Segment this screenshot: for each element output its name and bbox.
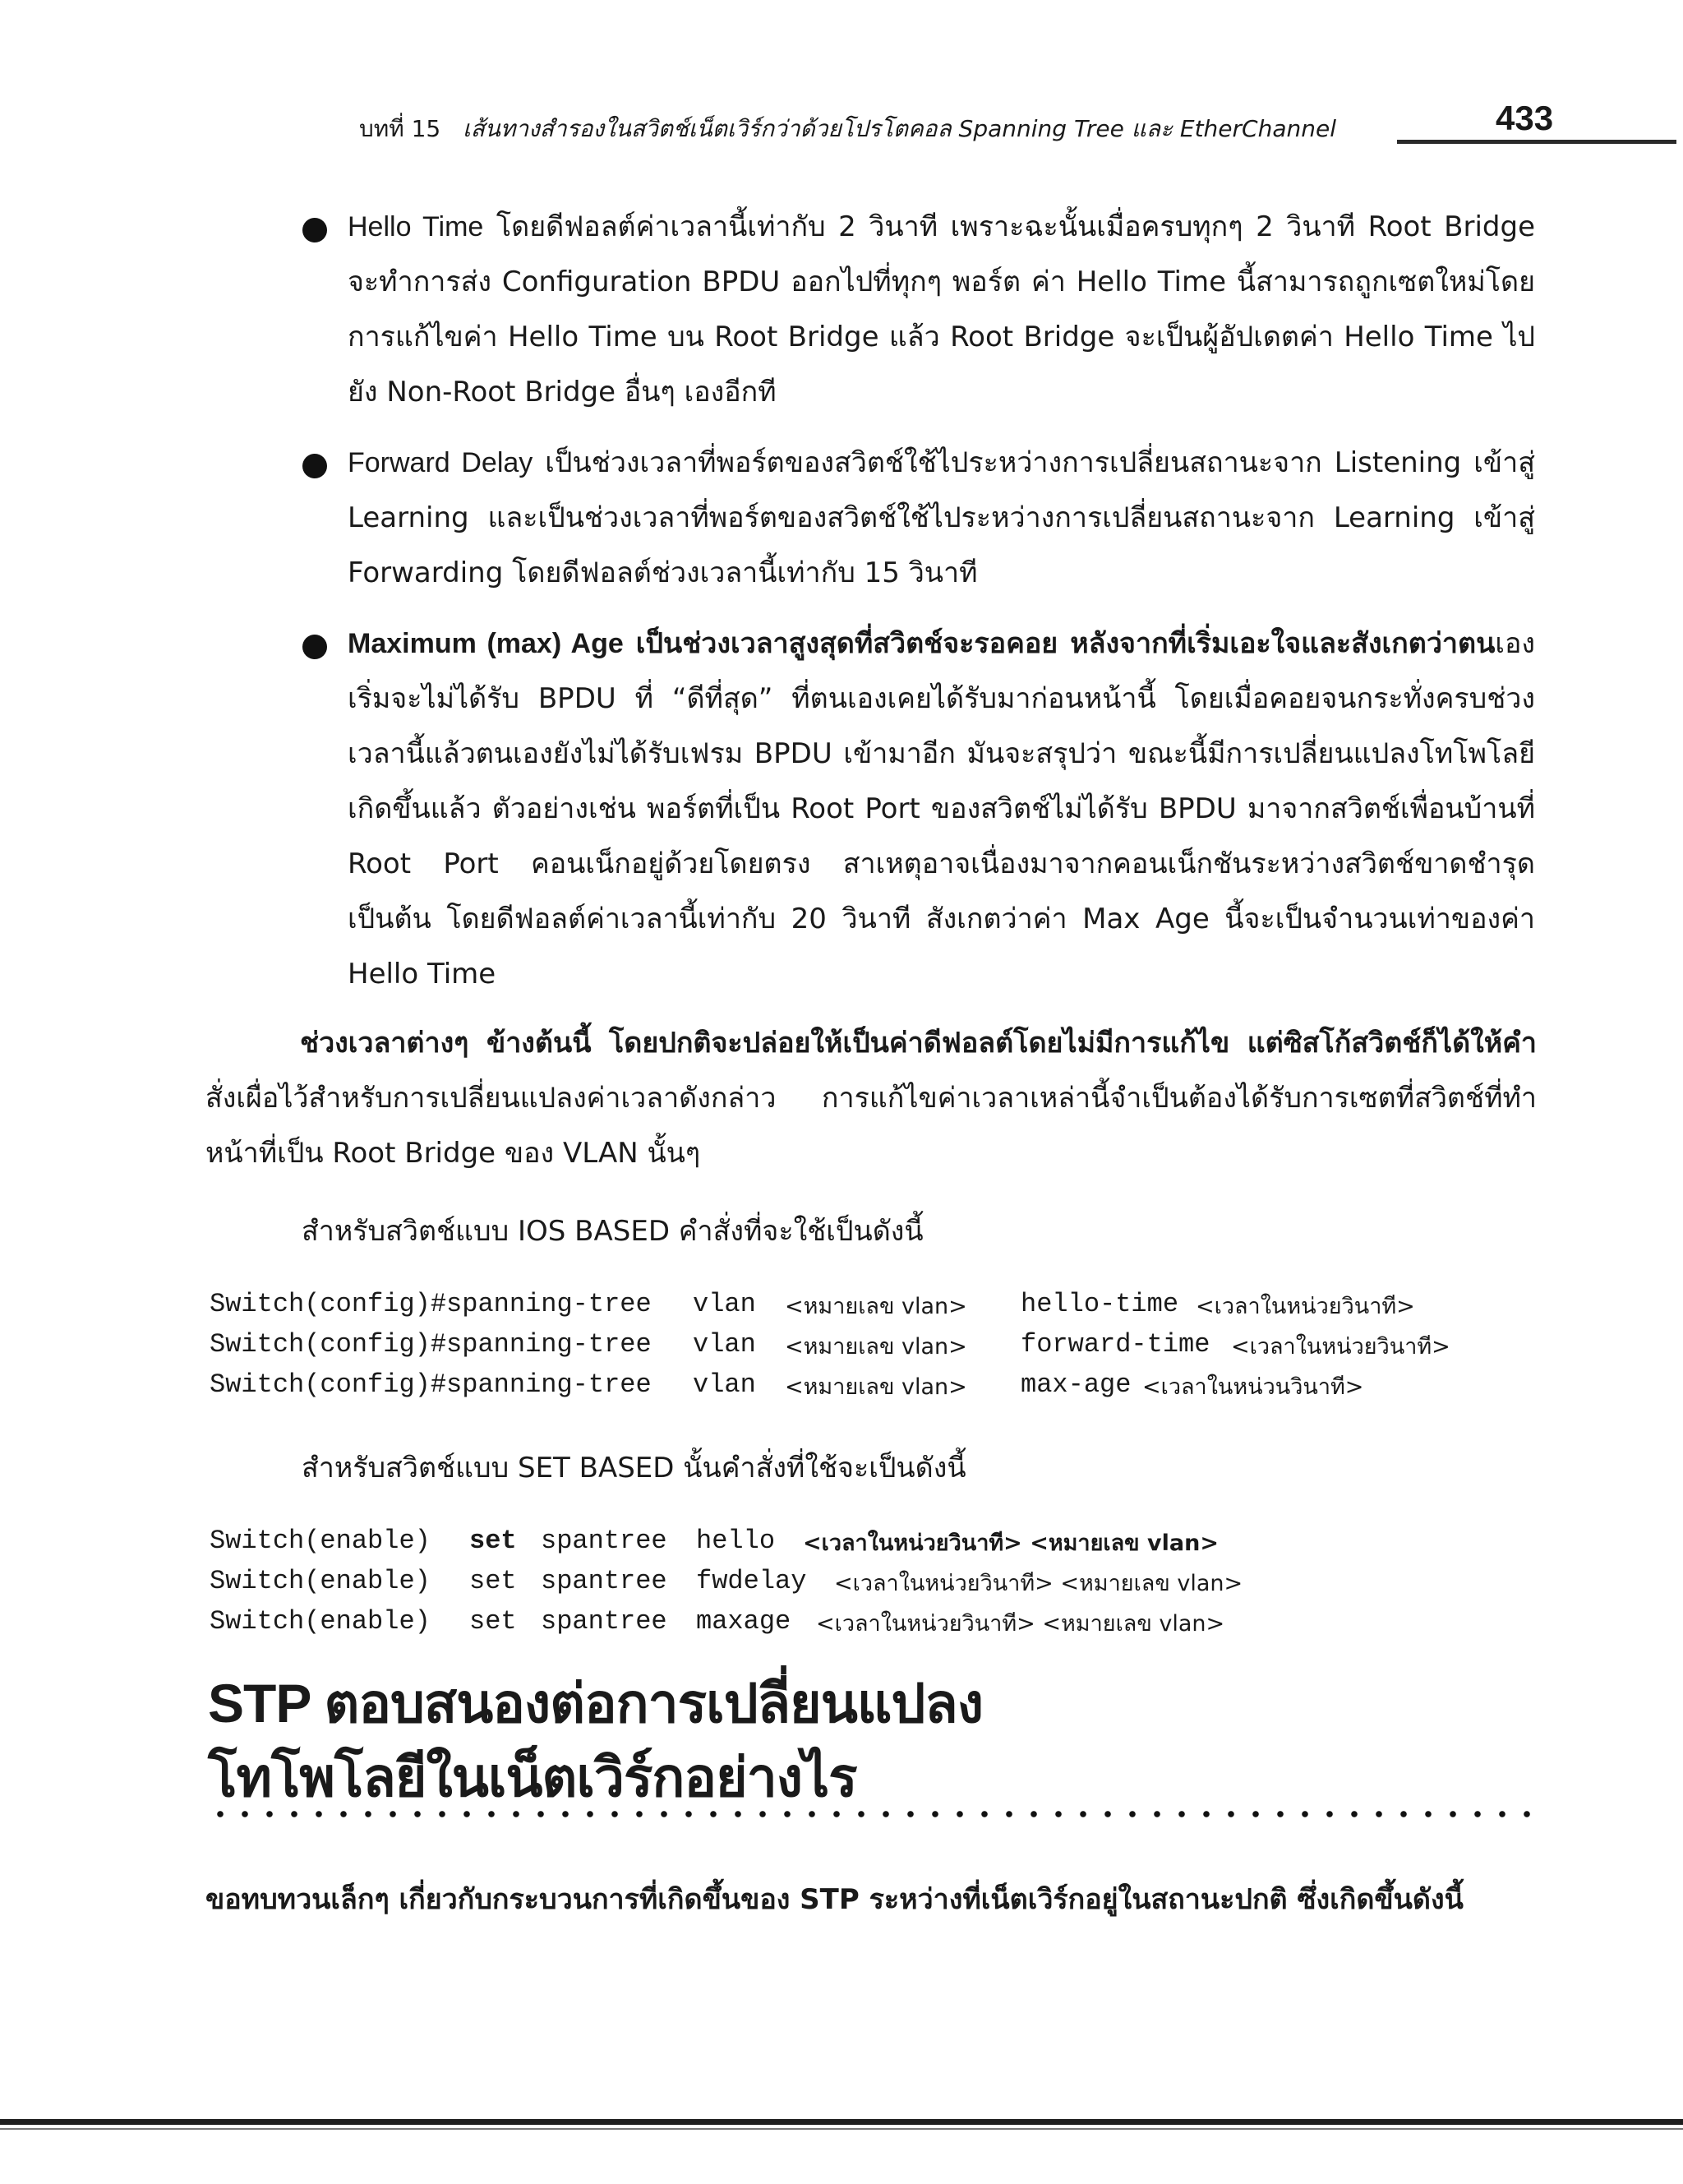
command-arg: <หมายเลข vlan> bbox=[785, 1334, 967, 1360]
command-param: hello-time bbox=[1021, 1289, 1179, 1319]
paragraph-rest: สั่งเผื่อไว้สำหรับการเปลี่ยนแปลงค่าเวลาดังกล่าว การแก้ไขค่าเวลาเหล่านี้จำเป็นต้องได้รับการเซตที่สวิตช์ที่ทำหน้าที่เป็น Root Bridge ของ VLAN นั้นๆ bbox=[205, 1082, 1537, 1170]
paragraph-bold: ช่วงเวลาต่างๆ ข้างต้นนี้ โดยปกติจะปล่อยให้เป็นค่าดีฟอลต์โดยไม่มีการแก้ไข แต่ซิสโก้สวิตช์ก็ได้ให้คำ bbox=[300, 1027, 1537, 1060]
command-prefix: Switch(enable) bbox=[210, 1566, 431, 1596]
bullet-text bbox=[348, 616, 1535, 1002]
command-value: <เวลาในหน่วยวินาที> <หมายเลข vlan> bbox=[803, 1531, 1219, 1556]
command-line bbox=[210, 1284, 1565, 1324]
command-keyword: vlan bbox=[693, 1369, 756, 1400]
set-command-block bbox=[210, 1521, 1565, 1641]
set-lead: สำหรับสวิตช์แบบ SET BASED นั้นคำสั่งที่ใช้จะเป็นดังนี้ bbox=[302, 1452, 966, 1484]
command-param: max-age bbox=[1021, 1369, 1132, 1400]
footer-rule bbox=[0, 2119, 1683, 2125]
command-value: <เวลาในหน่วนวินาที> bbox=[1142, 1374, 1364, 1400]
body-paragraph bbox=[205, 1016, 1537, 1181]
command-keyword: vlan bbox=[693, 1329, 756, 1360]
bullet-icon bbox=[302, 635, 327, 659]
command-set: set bbox=[469, 1566, 517, 1596]
command-prefix: Switch(config)#spanning-tree bbox=[210, 1329, 652, 1360]
command-param: forward-time bbox=[1021, 1329, 1210, 1360]
command-value: <เวลาในหน่วยวินาที> <หมายเลข vlan> bbox=[834, 1571, 1243, 1596]
command-line bbox=[210, 1521, 1565, 1561]
command-prefix: Switch(config)#spanning-tree bbox=[210, 1289, 652, 1319]
command-line bbox=[210, 1324, 1565, 1364]
command-arg: <หมายเลข vlan> bbox=[785, 1374, 967, 1400]
section-heading-line-2: โทโพโลยีในเน็ตเวิร์กอย่างไร bbox=[208, 1747, 857, 1808]
bullet-icon bbox=[302, 454, 327, 478]
command-line bbox=[210, 1561, 1565, 1601]
bullet-term: Maximum (max) Age bbox=[348, 628, 624, 659]
command-set: set bbox=[469, 1526, 517, 1556]
section-dotted-rule bbox=[208, 1810, 1539, 1818]
bullet-term: Forward Delay bbox=[348, 447, 533, 478]
command-value: <เวลาในหน่วยวินาที> bbox=[1231, 1334, 1450, 1360]
bullet-body: เองเริ่มจะไม่ได้รับ BPDU ที่ “ดีที่สุด” ที่ตนเองเคยได้รับมาก่อนหน้านี้ โดยเมื่อคอยจนกระทั่งครบช่วงเวลานี้แล้วตนเองยังไม่ได้รับเฟรม BPDU เข้ามาอีก มันจะสรุปว่า ขณะนี้มีการเปลี่ยนแปลงโทโพโลยีเกิดขึ้นแล้ว ตัวอย่างเช่น พอร์ตที่เป็น Root Port ของสวิตช์ไม่ได้รับ BPDU มาจากสวิตช์เพื่อนบ้านที่ Root Port คอนเน็กอยู่ด้วยโดยตรง สาเหตุอาจเนื่องมาจากคอนเน็กชันระหว่างสวิตช์ขาดชำรุดเป็นต้น โดยดีฟอลต์ค่าเวลานี้เท่ากับ 20 วินาที สังเกตว่าค่า Max Age นี้จะเป็นจำนวนเท่าของค่า Hello Time bbox=[348, 627, 1535, 990]
command-spantree: spantree bbox=[541, 1526, 667, 1556]
bullet-text bbox=[348, 200, 1535, 420]
command-prefix: Switch(config)#spanning-tree bbox=[210, 1369, 652, 1400]
page-number: 433 bbox=[1496, 99, 1554, 137]
command-prefix: Switch(enable) bbox=[210, 1606, 431, 1637]
ios-lead: สำหรับสวิตช์แบบ IOS BASED คำสั่งที่จะใช้เป็นดังนี้ bbox=[302, 1215, 924, 1248]
command-keyword: vlan bbox=[693, 1289, 756, 1319]
command-spantree: spantree bbox=[541, 1566, 667, 1596]
bullet-term: Hello Time bbox=[348, 211, 484, 242]
command-value: <เวลาในหน่วยวินาที> <หมายเลข vlan> bbox=[816, 1611, 1225, 1637]
header-rule bbox=[1397, 140, 1676, 144]
bullet-body: เป็นช่วงเวลาที่พอร์ตของสวิตช์ใช้ไประหว่างการเปลี่ยนสถานะจาก Listening เข้าสู่ Learning และเป็นช่วงเวลาที่พอร์ตของสวิตช์ใช้ไประหว่างการเปลี่ยนสถานะจาก Learning เข้าสู่ Forwarding โดยดีฟอลต์ช่วงเวลานี้เท่ากับ 15 วินาที bbox=[348, 446, 1535, 589]
command-param: maxage bbox=[696, 1606, 791, 1637]
command-value: <เวลาในหน่วยวินาที> bbox=[1196, 1294, 1415, 1319]
closing-paragraph: ขอทบทวนเล็กๆ เกี่ยวกับกระบวนการที่เกิดขึ้นของ STP ระหว่างที่เน็ตเวิร์กอยู่ในสถานะปกติ ซึ่งเกิดขึ้นดังนี้ bbox=[205, 1883, 1464, 1916]
chapter-subtitle: เส้นทางสำรองในสวิตช์เน็ตเวิร์กว่าด้วยโปรโตคอล Spanning Tree และ EtherChannel bbox=[463, 115, 1336, 142]
bullet-body-bold: เป็นช่วงเวลาสูงสุดที่สวิตช์จะรอคอย หลังจากที่เริ่มเอะใจและสังเกตว่าตน bbox=[623, 627, 1496, 660]
bullet-text bbox=[348, 436, 1535, 601]
command-param: hello bbox=[696, 1526, 776, 1556]
footer-rule-thin bbox=[0, 2128, 1683, 2130]
bullet-body: โดยดีฟอลต์ค่าเวลานี้เท่ากับ 2 วินาที เพราะฉะนั้นเมื่อครบทุกๆ 2 วินาที Root Bridge จะทำการส่ง Configuration BPDU ออกไปที่ทุกๆ พอร์ต ค่า Hello Time นี้สามารถถูกเซตใหม่โดยการแก้ไขค่า Hello Time บน Root Bridge แล้ว Root Bridge จะเป็นผู้อัปเดตค่า Hello Time ไปยัง Non-Root Bridge อื่นๆ เองอีกที bbox=[348, 210, 1535, 409]
command-param: fwdelay bbox=[696, 1566, 807, 1596]
command-set: set bbox=[469, 1606, 517, 1637]
command-line bbox=[210, 1601, 1565, 1641]
command-spantree: spantree bbox=[541, 1606, 667, 1637]
command-arg: <หมายเลข vlan> bbox=[785, 1294, 967, 1319]
chapter-label: บทที่ 15 bbox=[359, 115, 441, 142]
command-prefix: Switch(enable) bbox=[210, 1526, 431, 1556]
running-header bbox=[359, 111, 1370, 147]
bullet-icon bbox=[302, 218, 327, 242]
section-heading-line-1: STP ตอบสนองต่อการเปลี่ยนแปลง bbox=[208, 1673, 983, 1734]
ios-command-block bbox=[210, 1284, 1565, 1405]
command-line bbox=[210, 1364, 1565, 1405]
